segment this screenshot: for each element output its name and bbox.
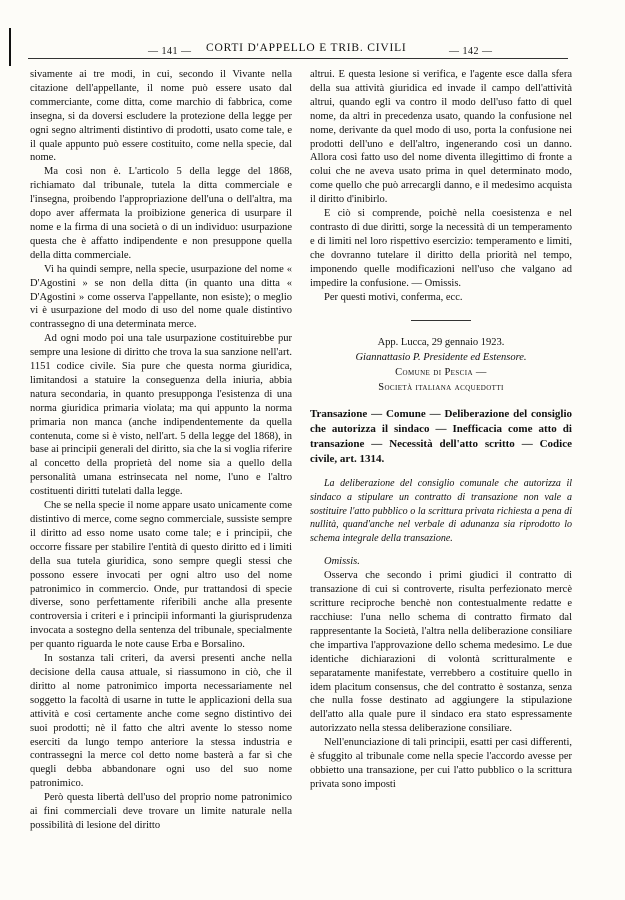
omissis: Omissis. (324, 556, 360, 568)
running-title: CORTI D'APPELLO E TRIB. CIVILI (206, 42, 407, 54)
paragraph: Però questa libertà dell'uso del proprio nome patronimico ai fini commerciali deve trovare un limite naturale nella possibilità di lesione del diritto (30, 792, 292, 831)
headnote: Transazione — Comune — Deliberazione del consiglio che autorizza il sindaco — Inefficacia come atto di transazione — Necessità dell'atto scritto — Codice civile, art. 1314. (310, 408, 572, 466)
right-column (310, 68, 572, 792)
page-number-left: — 141 — (148, 46, 192, 57)
paragraph: Che se nella specie il nome appare usato unicamente come distintivo di merce, come segno commerciale, sussiste sempre il diritto ad esso nome usato come tale; e i principii, che occorre fissare per stabilire l'entità di questo diritto ed i limiti della sua tutela giuridica, sono sempre quegli stessi che possono essere invocati per ogni altro uso del nome patronimico in commercio. Onde, pur trattandosi di specie diverse, sono perfettamente riferibili anche alla presente controversia i criteri e i principii informanti la giurisprudenza invocata a sostegno della sentenza del tribunale, specialmente per quanto riguarda le note cause Erba e Borsalino. (30, 500, 292, 651)
section-divider (411, 320, 471, 321)
paragraph: Per questi motivi, conferma, ecc. (324, 291, 463, 303)
case-citation (310, 335, 572, 395)
paragraph: Nell'enunciazione di tali principii, esatti per casi differenti, è sfuggito al tribunale come nella specie l'accordo avesse per obbietto una transazione, per cui l'atto pubblico o la scrittura privata sono imposti (310, 737, 572, 790)
party-2: Società italiana acquedotti (378, 382, 504, 394)
margin-rule (9, 28, 11, 66)
left-column (30, 68, 292, 833)
page-header (28, 36, 568, 58)
page-number-right: — 142 — (449, 46, 493, 57)
paragraph: Osserva che secondo i primi giudici il contratto di transazione di cui si controverte, risulta perfezionato mercè scritture reciproche benchè non contestualmente redatte e racchiuse: l'una nello schema di contratto firmato dal rappresentante la Società, l'altra nella deliberazione consiliare che impartiva l'approvazione dello schema medesimo. Le due identiche dichiarazioni di volontà scritturalmente e separatamente manifestate, verrebbero a costituire quello in idem placitum consensus, che del contratto è sostanza, senza che nulla fosse destinato ad aggiungere la stipulazione dell'atto alla quale pure il sindaco era stato espressamente autorizzato nella stessa deliberazione consiliare. (310, 570, 572, 735)
paragraph: In sostanza tali criteri, da aversi presenti anche nella decisione della causa attuale, si riassumono in ciò, che il diritto al nome patronimico importa necessariamente nel soggetto la facoltà di usarne in tutte le applicazioni della sua attività e così certamente anche come segno distintivo dei suoi prodotti; nè il fatto che altri avente lo stesso nome eserciti da lungo tempo anteriore la stessa industria e contrassegni la merce col detto nome basterà a far sì che quegli debba abbandonare ogni uso del suo nome patronimico. (30, 653, 292, 790)
paragraph: Vi ha quindi sempre, nella specie, usurpazione del nome « D'Agostini » se non della ditta (in quanto una ditta « D'Agostini » come osserva l'appellante, non esiste); o meglio vi è usurpazione del modo di uso del nome quale distintivo contrassegno di una determinata merce. (30, 263, 292, 331)
party-1: Comune di Pescia — (395, 367, 487, 379)
header-rule (28, 58, 568, 59)
paragraph: Ma così non è. L'articolo 5 della legge del 1868, richiamato dal tribunale, tutela la ditta commerciale e l'insegna, proibendo l'appropriazione dell'una o dell'altra, ma dopo aver affermata la proibizione generica di usurpare il nome e la firma di una società o di un individuo: usurpazione questa che è affatto indipendente e non presuppone quella della ditta commerciale. (30, 166, 292, 261)
paragraph: sivamente ai tre modi, in cui, secondo il Vivante nella citazione dell'appellante, il nome può essere usato dal commerciante, come ditta, come marchio di fabbrica, come insegna, si da doversi escludere la protezione della legge per ogni segno altrimenti distintivo di prodotti, usato come tale, e il quale appunto può essere costituito, come nella specie, dal nome. (30, 69, 292, 164)
case-summary: La deliberazione del consiglio comunale che autorizza il sindaco a stipulare un contratto di transazione non vale a sostituire l'atto pubblico o la scrittura privata richiesta a pena di nullità, quand'anche nel verbale di adunanza sia riprodotto lo schema integrale della transazione. (310, 478, 572, 544)
paragraph: E ciò si comprende, poichè nella coesistenza e nel contrasto di due diritti, sorge la necessità di un temperamento e di limiti nel loro rispettivo esercizio: temperamento e limiti, che dovranno tutelare il diritto della priorità nel tempo, imponendo quelle modificazioni nell'uso che valgano ad impedire la confusione. — Omissis. (310, 208, 572, 289)
paragraph: Ad ogni modo poi una tale usurpazione costituirebbe pur sempre una lesione di diritto che trova la sua sanzione nell'art. 1151 codice civile. Sia pure che questa norma giuridica, limitandosi a statuire la conseguenza della iniuria, abbia natura secondaria, in quanto presupponga l'esistenza di una norma giuridica primaria violata; ma qui appunto la norma primaria non manca (anche indipendentemente da quella contenuta, come si è visto, nell'art. 5 della legge del 1868), in base ai principii generali del diritto, sia che la si voglia riferire al concetto della proprietà del nome sia a quello della personalità umana estrinsecata nel nome, l'uno e l'altro costituenti diritti tutelati dalla legge. (30, 333, 292, 498)
paragraph: altrui. E questa lesione si verifica, e l'agente esce dalla sfera della sua attività giuridica ed invade il campo dell'attività altrui, quando egli va contro il modo dell'uso fatto di quel nome, da altri in precedenza usato, quando la confusione nel nome, derivante da quel modo di uso, porta la confusione nei prodotti dell'uno e dell'altro, ingenerando così un danno. Allora così fatto uso del nome diventa illegittimo di fronte a colui che ne aveva usato prima in quel determinato modo, come quello che può arrecargli danno, e il medesimo acquista il diritto d'inibirlo. (310, 69, 572, 206)
judges-line: Giannattasio P. Presidente ed Estensore. (355, 352, 527, 364)
court-line: App. Lucca, 29 gennaio 1923. (377, 337, 505, 349)
